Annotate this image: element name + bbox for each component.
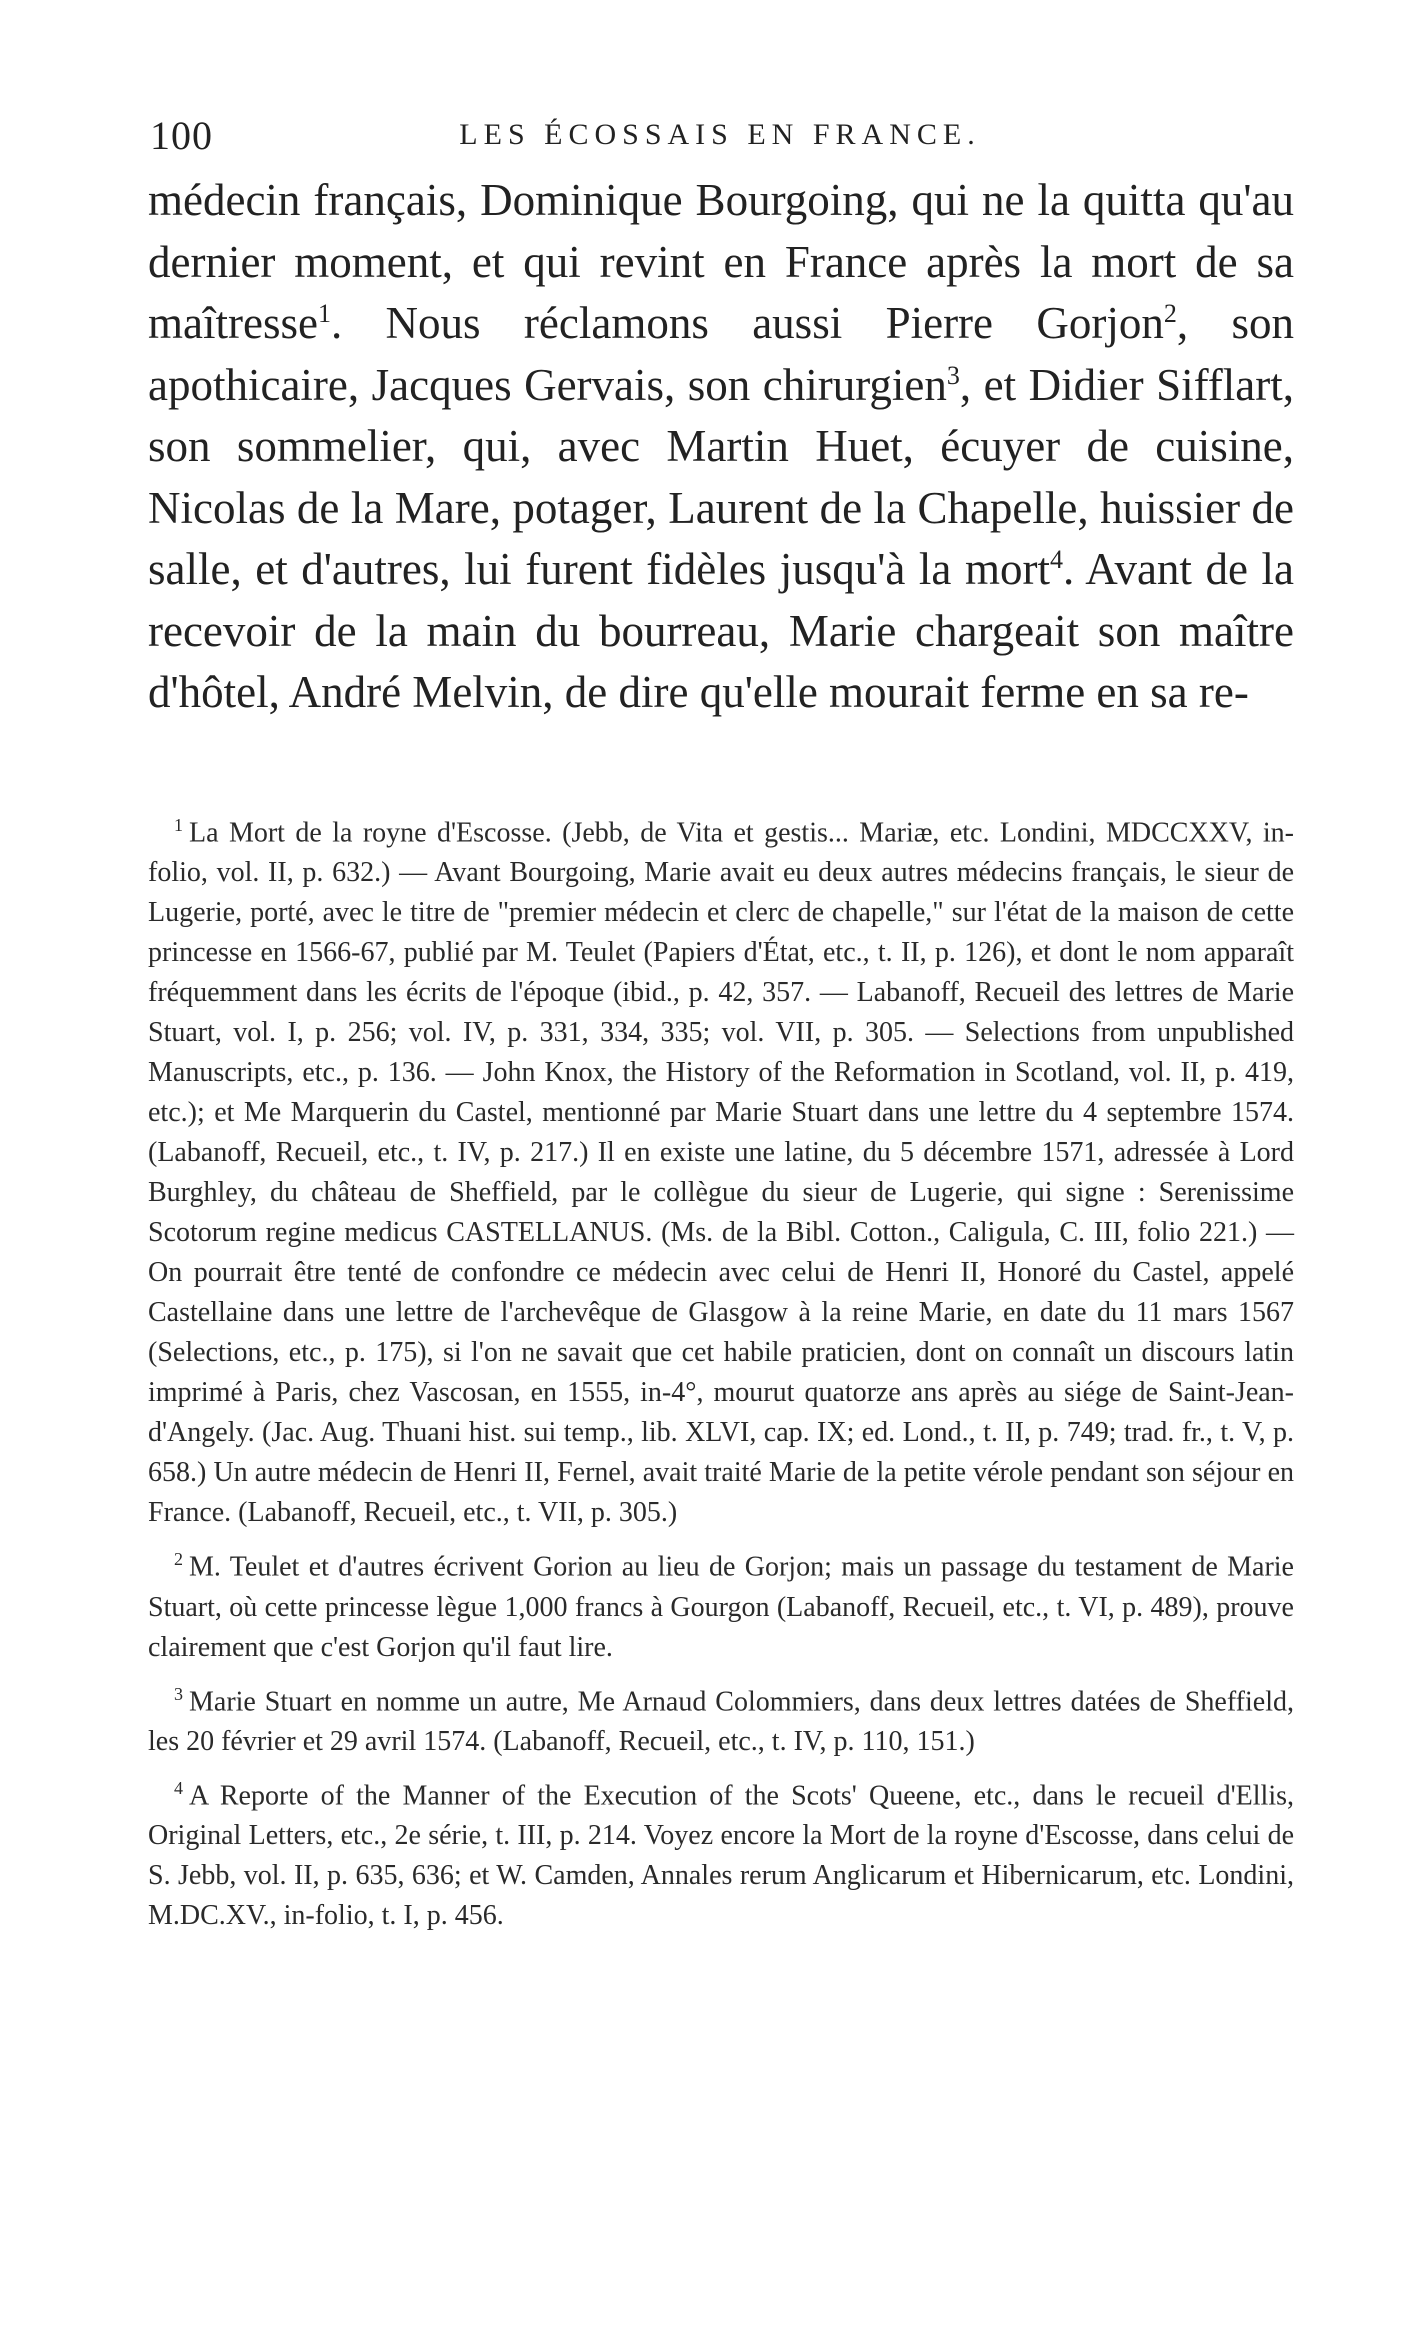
- page-header: [150, 112, 1290, 162]
- body-text-segment: médecin français, Dominique Bourgoing, qui ne la quitta qu'au dernier moment, et qui revint en France après la mort de sa maîtresse: [148, 175, 1294, 348]
- body-text-segment: . Avant de la recevoir de la main du bourreau, Marie chargeait son maître d'hôtel, André Melvin, de dire qu'elle mourait ferme en sa re-: [148, 544, 1294, 717]
- footnote-ref: 4: [1049, 545, 1063, 574]
- footnote-ref: 3: [946, 360, 960, 390]
- running-title: LES ÉCOSSAIS EN FRANCE.: [459, 118, 981, 151]
- body-text-segment: , son apothicaire, Jacques Gervais, son chirurgien: [148, 298, 1294, 410]
- body-text-segment: . Nous réclamons aussi Pierre Gorjon: [330, 298, 1164, 348]
- footnote-text: Marie Stuart en nomme un autre, Me Arnaud Colommiers, dans deux lettres datées de Sheffield, les 20 février et 29 avril 1574. (Labanoff, Recueil, etc., t. IV, p. 110, 151.): [148, 1685, 1294, 1757]
- page-number: 100: [150, 113, 213, 158]
- footnote-text: La Mort de la royne d'Escosse. (Jebb, de Vita et gestis... Mariæ, etc. Londini, MDCCXXV, in-folio, vol. II, p. 632.) — Avant Bourgoing, Marie avait eu deux autres médecins français, le sieur de Lugerie, porté, avec le titre de "premier médecin et clerc de chapelle," sur l'état de la maison de cette princesse en 1566-67, publié par M. Teulet (Papiers d'État, etc., t. II, p. 126), et dont le nom apparaît fréquemment dans les écrits de l'époque (ibid., p. 42, 357. — Labanoff, Recueil des lettres de Marie Stuart, vol. I, p. 256; vol. IV, p. 331, 334, 335; vol. VII, p. 305. — Selections from unpublished Manuscripts, etc., p. 136. — John Knox, the History of the Reformation in Scotland, vol. II, p. 419, etc.); et Me Marquerin du Castel, mentionné par Marie Stuart dans une lettre du 4 septembre 1574. (Labanoff, Recueil, etc., t. IV, p. 217.) Il en existe une latine, du 5 décembre 1571, adressée à Lord Burghley, du château de Sheffield, par le collègue du sieur de Lugerie, qui signe : Serenissime Scotorum regine medicus CASTELLANUS. (Ms. de la Bibl. Cotton., Caligula, C. III, folio 221.) — On pourrait être tenté de confondre ce médecin avec celui de Henri II, Honoré du Castel, appelé Castellaine dans une lettre de l'archevêque de Glasgow à la reine Marie, en date du 11 mars 1567 (Selections, etc., p. 175), si l'on ne savait que cet habile praticien, dont on connaît un discours latin imprimé à Paris, chez Vascosan, en 1555, in-4°, mourut quatorze ans après au siége de Saint-Jean-d'Angely. (Jac. Aug. Thuani hist. sui temp., lib. XLVI, cap. IX; ed. Lond., t. II, p. 749; trad. fr., t. V, p. 658.) Un autre médecin de Henri II, Fernel, avait traité Marie de la petite vérole pendant son séjour en France. (Labanoff, Recueil, etc., t. VII, p. 305.): [148, 817, 1294, 1529]
- footnotes-section: [148, 805, 1294, 1942]
- body-text-segment: , et Didier Sifflart, son sommelier, qui, avec Martin Huet, écuyer de cuisine, Nicolas de la Mare, potager, Laurent de la Chapelle, huissier de salle, et d'autres, lui furent fidèles jusqu'à la mort: [148, 359, 1294, 594]
- footnote-2: [148, 1539, 1294, 1667]
- footnote-ref: 1: [317, 299, 331, 328]
- footnote-text: A Reporte of the Manner of the Execution of the Scots' Queene, etc., dans le recueil d'Ellis, Original Letters, etc., 2e série, t. III, p. 214. Voyez encore la Mort de la royne d'Escosse, dans celui de S. Jebb, vol. II, p. 635, 636; et W. Camden, Annales rerum Anglicarum et Hibernicarum, etc. Londini, M.DC.XV., in-folio, t. I, p. 456.: [148, 1780, 1294, 1932]
- footnote-marker: 1: [174, 815, 183, 835]
- footnote-ref: 2: [1163, 299, 1177, 328]
- main-paragraph: [148, 170, 1294, 724]
- footnote-4: [148, 1768, 1294, 1936]
- footnote-marker: 2: [174, 1549, 183, 1570]
- footnote-marker: 3: [174, 1683, 183, 1704]
- footnote-text: M. Teulet et d'autres écrivent Gorion au lieu de Gorjon; mais un passage du testament de Marie Stuart, où cette princesse lègue 1,000 francs à Gourgon (Labanoff, Recueil, etc., t. VI, p. 489), prouve clairement que c'est Gorjon qu'il faut lire.: [148, 1551, 1294, 1663]
- footnote-3: [148, 1674, 1294, 1762]
- footnote-marker: 4: [174, 1777, 183, 1798]
- footnote-1: [148, 805, 1294, 1533]
